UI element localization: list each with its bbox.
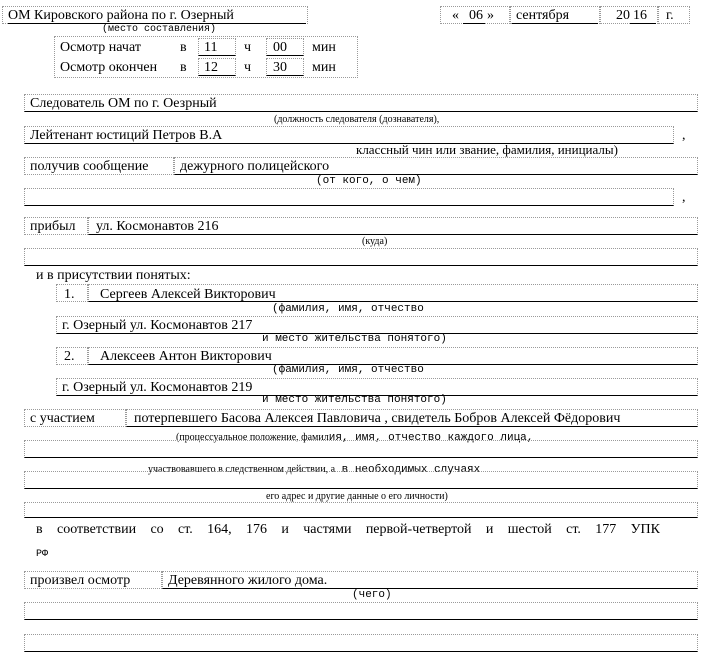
inspection-caption: (чего) [352, 589, 392, 601]
start-min[interactable]: 00 [273, 40, 287, 55]
year-value[interactable]: 16 [633, 8, 647, 23]
end-min[interactable]: 30 [273, 60, 287, 75]
investigator-position-caption: (должность следователя (дознавателя), [274, 114, 440, 125]
investigator-rank-name[interactable]: Лейтенант юстиций Петров В.А [30, 128, 223, 143]
message-label: получив сообщение [30, 159, 149, 174]
witness-2-name[interactable]: Алексеев Антон Викторович [100, 349, 272, 364]
participants-field-3 [24, 471, 698, 489]
witness-1-address-caption: и место жительства понятого) [262, 333, 447, 345]
end-min-label: мин [312, 60, 336, 75]
message-field-2 [24, 188, 674, 206]
witness-2-address[interactable]: г. Озерный ул. Космонавтов 219 [62, 380, 253, 395]
participants-label: с участием [30, 411, 95, 426]
message-comma: , [682, 190, 686, 205]
year-prefix: 20 [616, 8, 630, 23]
arrival-field-2 [24, 248, 698, 266]
end-hour[interactable]: 12 [204, 60, 218, 75]
day-underline [463, 23, 485, 24]
witnesses-intro: и в присутствии понятых: [36, 268, 191, 283]
arrival-caption: (куда) [362, 236, 388, 247]
place-of-drafting[interactable]: ОМ Кировского района по г. Озерный [8, 8, 234, 23]
start-in-label: в [180, 40, 187, 55]
day-open-quote: « [452, 8, 459, 23]
end-label: Осмотр окончен [60, 60, 158, 75]
message-value[interactable]: дежурного полицейского [180, 159, 330, 174]
start-label: Осмотр начат [60, 40, 141, 55]
participants-caption-2-serif: участвовавшего в следственном действии, а [148, 464, 336, 475]
year-label: г. [666, 8, 674, 23]
participants-field-2 [24, 440, 698, 458]
end-hour-label: ч [244, 60, 252, 75]
arrival-label: прибыл [30, 219, 76, 234]
day-value[interactable]: 06 [469, 8, 483, 23]
witness-2-address-caption: и место жительства понятого) [262, 394, 447, 406]
participants-caption-mono: ия, имя, отчество каждого лица, [328, 432, 534, 444]
investigator-position[interactable]: Следователь ОМ по г. Оезрный [30, 96, 217, 111]
message-caption: (от кого, о чем) [316, 175, 422, 187]
year-label-box [658, 6, 690, 24]
legal-basis-text: в соответствии со ст. 164, 176 и частями первой-четвертой и шестой ст. 177 УПК [36, 522, 660, 537]
start-hour[interactable]: 11 [204, 40, 218, 55]
arrival-value[interactable]: ул. Космонавтов 216 [96, 219, 219, 234]
day-close-quote: » [487, 8, 494, 23]
inspection-value[interactable]: Деревянного жилого дома. [168, 573, 328, 588]
legal-basis-end: РФ [36, 549, 49, 560]
participants-caption-serif: (процессуальное положение, фамил [176, 432, 329, 443]
witness-1-name-caption: (фамилия, имя, отчество [272, 303, 424, 315]
investigator-comma: , [682, 128, 686, 143]
participants-caption-2-mono: в необходимых случаях [335, 464, 481, 476]
participants-value[interactable]: потерпевшего Басова Алексея Павловича , свидетель Бобров Алексей Фёдорович [134, 411, 621, 426]
month-value[interactable]: сентября [516, 8, 570, 23]
inspection-label: произвел осмотр [30, 573, 131, 588]
witness-1-address[interactable]: г. Озерный ул. Космонавтов 217 [62, 318, 253, 333]
end-in-label: в [180, 60, 187, 75]
witness-2-name-caption: (фамилия, имя, отчество [272, 364, 424, 376]
investigator-rank-caption: классный чин или звание, фамилия, инициалы) [356, 142, 618, 157]
witness-1-name[interactable]: Сергеев Алексей Викторович [100, 287, 276, 302]
witness-2-num: 2. [64, 349, 75, 364]
month-underline [512, 23, 598, 24]
start-hour-label: ч [244, 40, 252, 55]
start-min-label: мин [312, 40, 336, 55]
place-caption: (место составления) [102, 24, 217, 35]
witness-1-num: 1. [64, 287, 75, 302]
participants-caption-3: его адрес и другие данные о его личности) [266, 491, 448, 502]
year-underline [630, 23, 656, 24]
inspection-field-2 [24, 602, 698, 620]
participants-field-4 [24, 502, 698, 518]
inspection-field-3 [24, 634, 698, 652]
